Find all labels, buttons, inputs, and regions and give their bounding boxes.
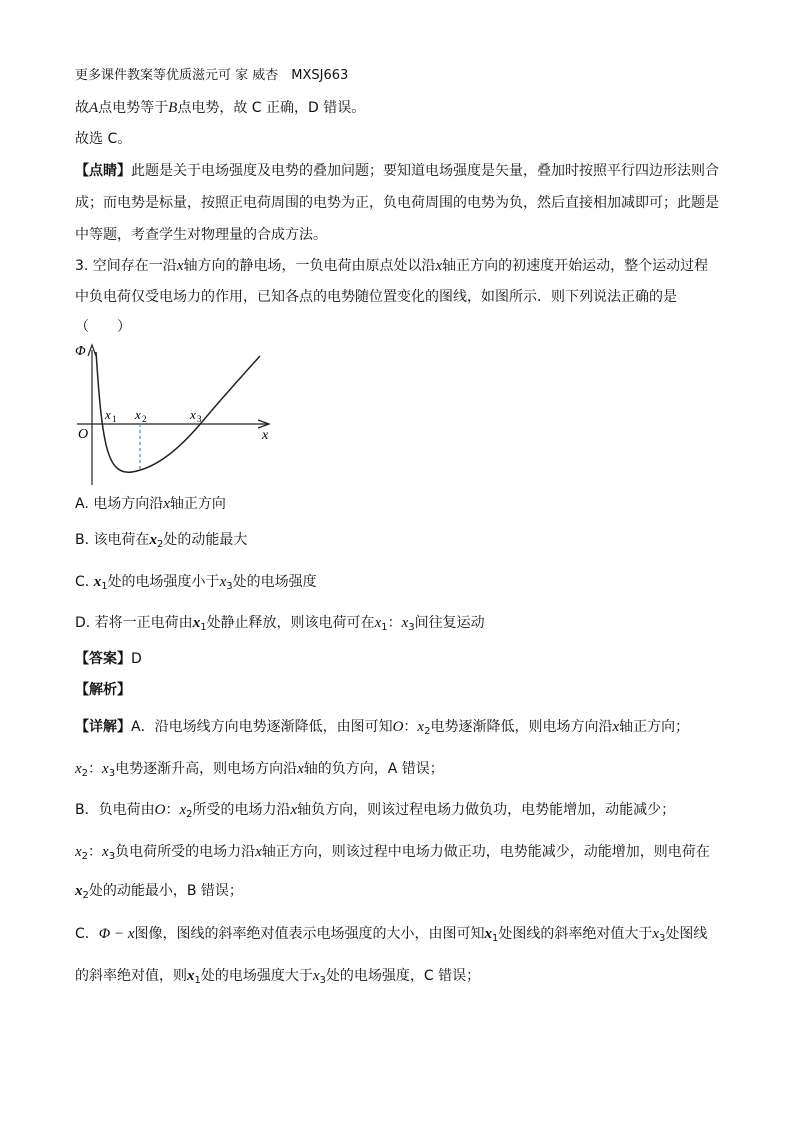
sub: 3 — [319, 975, 326, 986]
analysis-c2 — [75, 966, 480, 991]
prev-line-1 — [75, 98, 365, 118]
text: ： — [88, 844, 103, 860]
text: 处的动能最大 — [163, 532, 248, 548]
question-stem-3: （ ） — [75, 319, 131, 335]
y-axis-label: Φ — [75, 344, 86, 359]
x2-sub: 2 — [142, 414, 147, 424]
text: 所受的电场力沿 — [192, 802, 291, 818]
text: 处的电场强度，C 错误； — [325, 968, 481, 984]
var-x: x — [176, 258, 184, 274]
var-x: x — [401, 615, 409, 631]
x3-label: x — [190, 407, 196, 422]
x1-label: x — [105, 407, 111, 422]
text: 的斜率绝对值，则 — [75, 968, 187, 984]
sub: 1 — [200, 622, 207, 633]
text: 轴方向的静电场，一负电荷由原点处以沿 — [183, 258, 436, 274]
var-O: O — [392, 719, 404, 735]
option-a — [75, 494, 226, 514]
analysis-c1 — [75, 924, 707, 949]
var-x: x — [417, 719, 425, 735]
var-x: x — [102, 844, 109, 860]
sub: 2 — [81, 768, 89, 779]
text: B. 该电荷在 — [75, 532, 150, 548]
text: 轴正方向，则该过程中电场力做正功，电势能减少，动能增加，则电荷在 — [261, 844, 710, 860]
var-B: B — [168, 100, 178, 116]
var-x: x — [149, 532, 158, 548]
text: C. — [75, 574, 94, 590]
text: 轴的负方向，A 错误； — [303, 761, 444, 777]
answer-value: D — [131, 651, 142, 667]
sub: 3 — [108, 768, 116, 779]
sub: 3 — [408, 622, 415, 633]
var-x: x — [75, 844, 82, 860]
var-A: A — [89, 100, 99, 116]
var-x: x — [297, 761, 304, 777]
comment-tag: 【点睛】 — [75, 163, 131, 179]
x3-sub: 3 — [197, 414, 202, 424]
text: A. 电场方向沿 — [75, 496, 164, 512]
text: 电势逐渐降低，则电场方向沿 — [430, 719, 613, 735]
comment-line-2: 成；而电势是标量，按照正电荷周围的电势为正，负电荷周围的电势为负，然后直接相加减即可；此题是 — [75, 195, 719, 211]
text: 间往复运动 — [414, 615, 485, 631]
var-x: x — [102, 761, 109, 777]
text: 轴负方向，则该过程电场力做负功，电势能增加，动能减少； — [297, 802, 676, 818]
sub: 1 — [101, 581, 108, 592]
phi-x: Φ − x — [98, 926, 135, 942]
var-x: x — [435, 258, 443, 274]
sub: 2 — [424, 726, 431, 737]
text: 点电势，故 C 正确，D 错误。 — [177, 100, 366, 116]
text: C． — [75, 926, 99, 942]
comment-line-1 — [75, 161, 719, 181]
comment-line-3: 中等题，考查学生对物理量的合成方法。 — [75, 227, 327, 243]
analysis-b3 — [75, 881, 243, 906]
sub: 1 — [194, 975, 201, 986]
sub: 2 — [157, 539, 164, 550]
question-stem-1 — [75, 256, 708, 276]
text: 此题是关于电场强度及电势的叠加问题；要知道电场强度是矢量，叠加时按照平行四边形法则合 — [131, 163, 719, 179]
analysis-a2 — [75, 759, 444, 784]
origin-label: O — [78, 427, 89, 442]
text: 处的动能最小，B 错误； — [88, 883, 243, 899]
sub: 2 — [81, 851, 89, 862]
text: 轴正方向； — [619, 719, 690, 735]
var-x: x — [312, 968, 320, 984]
sub: 1 — [381, 622, 388, 633]
header-watermark: 更多课件教案等优质滋元可 家 威杏 MXSJ663 — [75, 68, 349, 83]
text: A．沿电场线方向电势逐渐降低，由图可知 — [131, 719, 393, 735]
text: 处的电场强度小于 — [107, 574, 220, 590]
text: 处的电场强度大于 — [200, 968, 313, 984]
option-c — [75, 572, 317, 597]
text: ： — [88, 761, 103, 777]
analysis-tag: 【解析】 — [75, 682, 131, 698]
sub: 3 — [659, 933, 666, 944]
var-x: x — [75, 761, 82, 777]
x2-label: x — [135, 407, 141, 422]
question-stem-2: 中负电荷仅受电场力的作用，已知各点的电势随位置变化的图线，如图所示．则下列说法正确的是 — [75, 289, 677, 305]
detail-tag: 【详解】 — [75, 719, 131, 735]
text: ： — [403, 719, 418, 735]
text: 点电势等于 — [98, 100, 169, 116]
text: 电势逐渐升高，则电场方向沿 — [115, 761, 298, 777]
text: ： — [387, 615, 402, 631]
answer-line — [75, 649, 142, 669]
potential-curve — [96, 352, 260, 472]
x1-sub: 1 — [112, 414, 117, 424]
sub: 3 — [226, 581, 233, 592]
var-x: x — [290, 802, 298, 818]
text: 3. 空间存在一沿 — [75, 258, 177, 274]
text: 负电荷所受的电场力沿 — [115, 844, 256, 860]
text: 轴正方向的初速度开始运动，整个运动过程 — [442, 258, 709, 274]
var-x: x — [93, 574, 102, 590]
text: 处静止释放，则该电荷可在 — [206, 615, 375, 631]
var-x: x — [219, 574, 227, 590]
text: 处的电场强度 — [232, 574, 317, 590]
var-x: x — [652, 926, 660, 942]
text: 故 — [75, 100, 89, 116]
analysis-b1 — [75, 800, 675, 825]
prev-line-2: 故选 C。 — [75, 131, 132, 147]
sub: 2 — [82, 890, 89, 901]
var-x: x — [75, 883, 83, 899]
var-x: x — [192, 615, 201, 631]
var-x: x — [255, 844, 262, 860]
sub: 2 — [186, 809, 193, 820]
text: 处图线的斜率绝对值大于 — [498, 926, 653, 942]
sub: 3 — [108, 851, 116, 862]
var-x: x — [179, 802, 187, 818]
text: ： — [165, 802, 180, 818]
analysis-b2 — [75, 842, 710, 867]
answer-tag: 【答案】 — [75, 651, 131, 667]
var-x: x — [484, 926, 492, 942]
phi-x-graph — [72, 340, 282, 490]
var-O: O — [154, 802, 166, 818]
text: B．负电荷由 — [75, 802, 155, 818]
option-b — [75, 530, 247, 555]
sub: 1 — [491, 933, 499, 944]
option-d — [75, 613, 485, 638]
analysis-a1 — [75, 717, 689, 742]
x-axis-label: x — [262, 428, 269, 443]
var-x: x — [187, 968, 195, 984]
text: 图像，图线的斜率绝对值表示电场强度的大小，由图可知 — [134, 926, 485, 942]
text: 处图线 — [665, 926, 708, 942]
text: 轴正方向 — [169, 496, 226, 512]
var-x: x — [612, 719, 620, 735]
var-x: x — [163, 496, 170, 512]
text: D. 若将一正电荷由 — [75, 615, 193, 631]
var-x: x — [374, 615, 382, 631]
